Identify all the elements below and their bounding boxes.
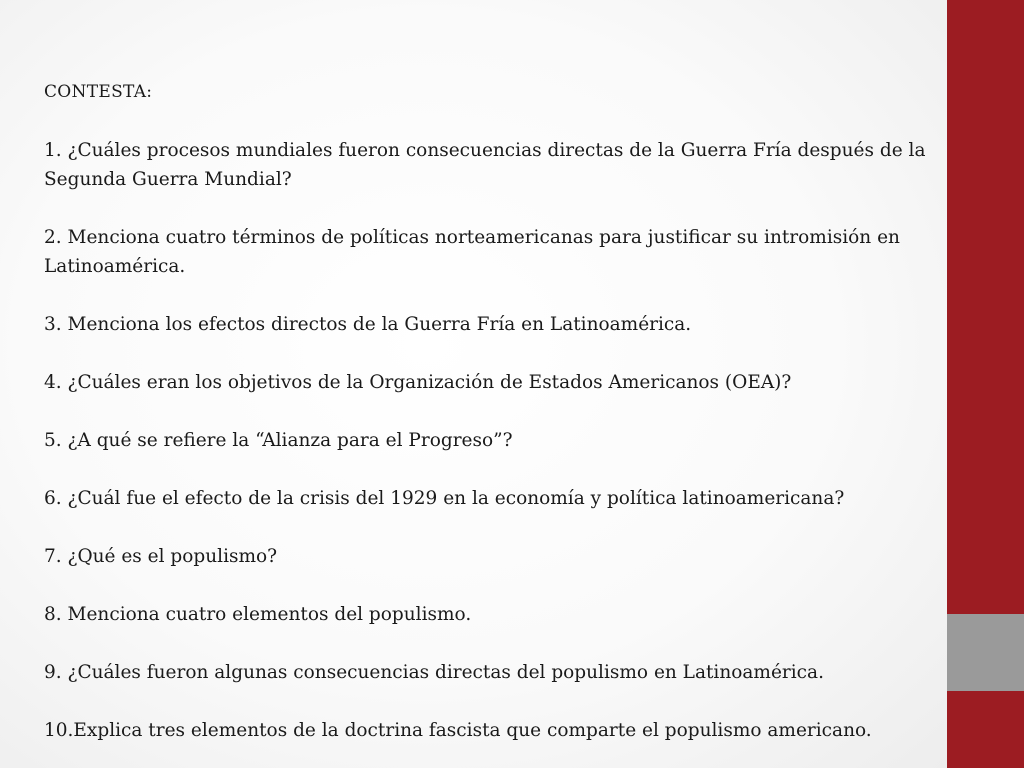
question-4: 4. ¿Cuáles eran los objetivos de la Organización de Estados Americanos (OEA)? [44, 372, 792, 393]
question-8: 8. Menciona cuatro elementos del populismo. [44, 604, 472, 625]
question-7: 7. ¿Qué es el populismo? [44, 546, 278, 567]
slide-content [44, 78, 944, 745]
question-1: 1. ¿Cuáles procesos mundiales fueron consecuencias directas de la Guerra Fría después de la Segunda Guerra Mundial? [44, 140, 926, 190]
question-6: 6. ¿Cuál fue el efecto de la crisis del 1929 en la economía y política latinoamericana? [44, 488, 845, 509]
question-5: 5. ¿A qué se refiere la “Alianza para el Progreso”? [44, 430, 513, 451]
question-2: 2. Menciona cuatro términos de políticas norteamericanas para justificar su intromisión en Latinoamérica. [44, 227, 900, 277]
slide-heading: CONTESTA: [44, 82, 153, 102]
question-3: 3. Menciona los efectos directos de la Guerra Fría en Latinoamérica. [44, 314, 692, 335]
decorative-side-accent [947, 614, 1024, 691]
question-10: 10.Explica tres elementos de la doctrina fascista que comparte el populismo americano. [44, 720, 872, 741]
question-9: 9. ¿Cuáles fueron algunas consecuencias directas del populismo en Latinoamérica. [44, 662, 824, 683]
